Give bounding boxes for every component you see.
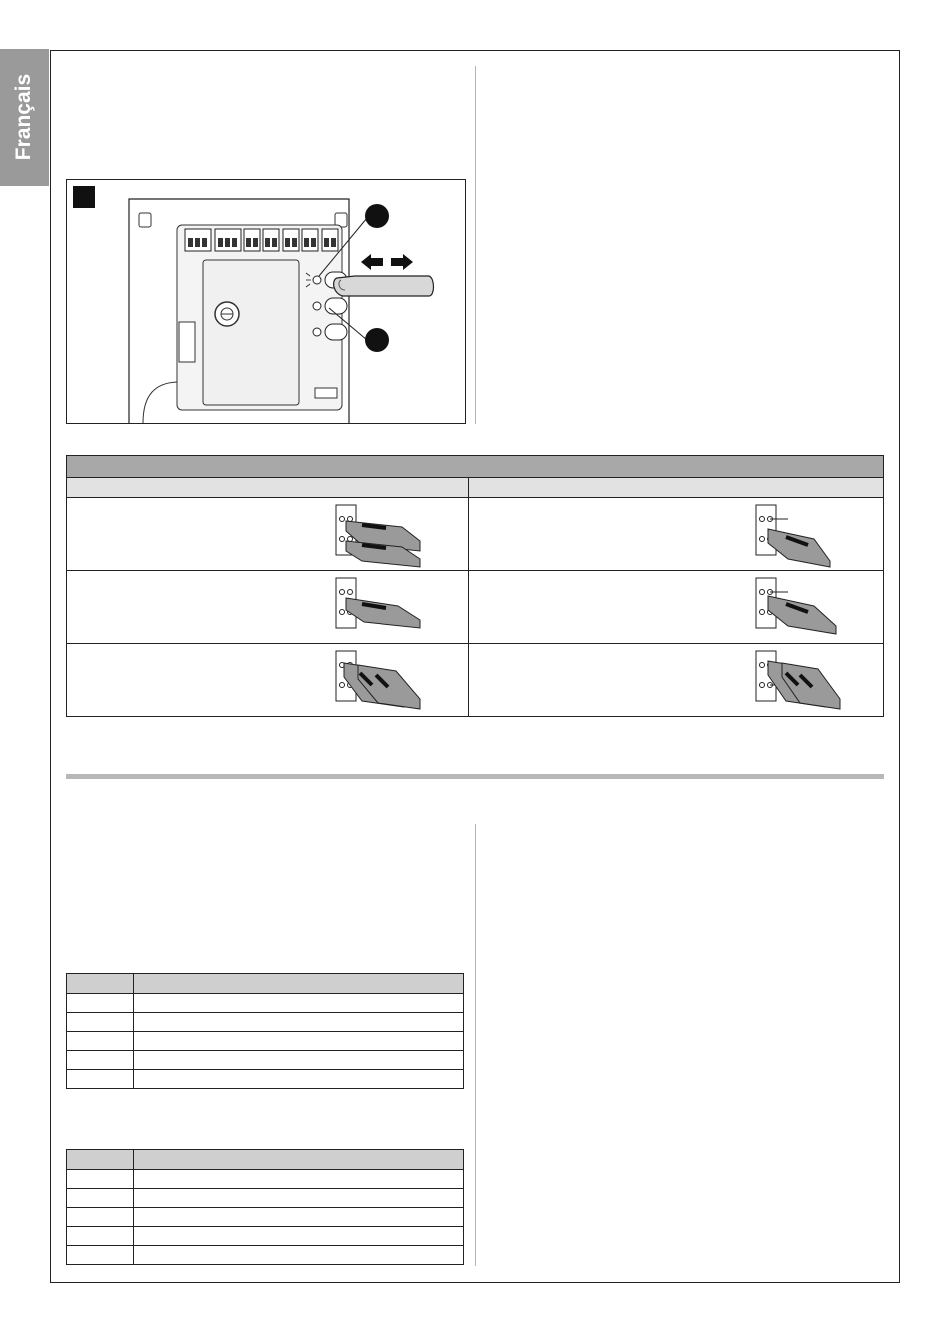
jumper-cell	[469, 644, 884, 717]
jumper-table-col-right	[469, 478, 884, 498]
table-2-cell	[134, 1227, 464, 1246]
table-1-cell	[134, 1070, 464, 1089]
table-1-cell	[134, 994, 464, 1013]
table-2-cell	[134, 1246, 464, 1265]
jumper-table-header	[67, 456, 884, 478]
jumper-cell	[67, 644, 469, 717]
jumper-icon-single	[332, 574, 424, 642]
table-2-cell	[67, 1208, 134, 1227]
table-1-cell	[67, 1013, 134, 1032]
jumper-table-col-left	[67, 478, 469, 498]
table-2-cell	[67, 1246, 134, 1265]
table-2-cell	[134, 1208, 464, 1227]
jumper-icon-double-vertical-right	[752, 647, 844, 715]
language-tab-label: Français	[12, 73, 35, 161]
jumper-cell	[67, 498, 469, 571]
table-2-cell	[134, 1170, 464, 1189]
jumper-icon-single-bottom	[752, 501, 844, 569]
table-1-cell	[67, 1070, 134, 1089]
table-2	[66, 1149, 464, 1265]
column-divider-bottom	[475, 824, 476, 1266]
jumper-cell	[469, 498, 884, 571]
column-divider-top	[475, 66, 476, 424]
language-tab	[0, 49, 49, 186]
table-1	[66, 973, 464, 1089]
callout-2	[365, 328, 389, 352]
jumper-icon-double	[332, 501, 424, 569]
jumper-table	[66, 455, 884, 717]
table-1-header-col1	[67, 974, 134, 994]
table-2-cell	[67, 1170, 134, 1189]
control-unit-illustration	[67, 180, 465, 423]
table-2-header-col1	[67, 1150, 134, 1170]
table-1-cell	[67, 1051, 134, 1070]
figure-number-box	[73, 186, 95, 208]
table-1-cell	[134, 1032, 464, 1051]
jumper-cell	[469, 571, 884, 644]
jumper-icon-double-vertical	[332, 647, 424, 715]
table-1-cell	[134, 1013, 464, 1032]
table-1-cell	[67, 1032, 134, 1051]
callout-1	[365, 204, 389, 228]
table-2-cell	[134, 1189, 464, 1208]
table-1-cell	[67, 994, 134, 1013]
jumper-cell	[67, 571, 469, 644]
table-2-header-col2	[134, 1150, 464, 1170]
table-2-cell	[67, 1227, 134, 1246]
section-separator	[66, 774, 884, 779]
table-1-header-col2	[134, 974, 464, 994]
table-1-cell	[134, 1051, 464, 1070]
control-unit-figure	[66, 179, 466, 424]
jumper-icon-single-top	[752, 574, 844, 642]
table-2-cell	[67, 1189, 134, 1208]
